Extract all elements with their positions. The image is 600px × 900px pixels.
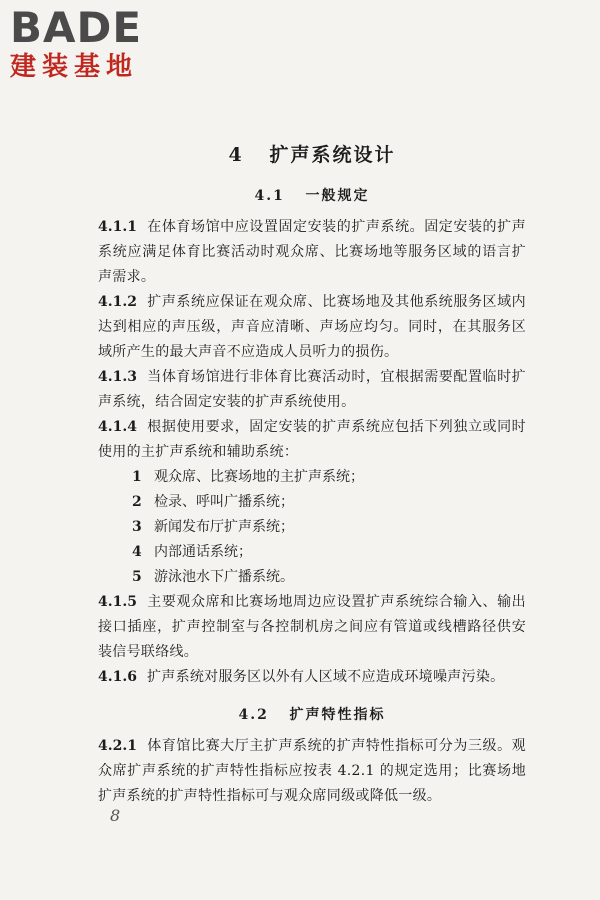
clause <box>98 215 526 290</box>
document-body <box>98 140 526 809</box>
clause <box>98 415 526 465</box>
logo-subtitle: 建装基地 <box>10 52 139 82</box>
chapter-title-text: 扩声系统设计 <box>269 144 396 166</box>
page-number: 8 <box>110 806 121 825</box>
section-number: 4.1 <box>254 188 285 204</box>
section-title <box>98 704 526 724</box>
list-item-number: 5 <box>132 569 142 585</box>
clause <box>98 590 526 665</box>
list-item-number: 1 <box>132 469 142 485</box>
clause-text: 扩声系统应保证在观众席、比赛场地及其他系统服务区域内达到相应的声压级，声音应清晰、声场应均匀。同时，在其服务区域所产生的最大声音不应造成人员听力的损伤。 <box>98 294 526 360</box>
clause-number: 4.1.5 <box>98 594 137 610</box>
clause-text: 当体育场馆进行非体育比赛活动时，宜根据需要配置临时扩声系统，结合固定安装的扩声系统使用。 <box>98 369 526 410</box>
list-item-text: 内部通话系统； <box>154 544 252 560</box>
logo <box>10 3 180 82</box>
chapter-title <box>98 140 526 167</box>
chapter-number: 4 <box>228 144 244 166</box>
section-title-text: 扩声特性指标 <box>289 707 386 723</box>
list-item-text: 检录、呼叫广播系统； <box>154 494 294 510</box>
clause <box>98 365 526 415</box>
clause-text: 主要观众席和比赛场地周边应设置扩声系统综合输入、输出接口插座，扩声控制室与各控制机房之间应有管道或线槽路径供安装信号联络线。 <box>98 594 526 660</box>
clause <box>98 290 526 365</box>
list-item-number: 4 <box>132 544 142 560</box>
list-item-number: 2 <box>132 494 142 510</box>
section-title-text: 一般规定 <box>305 188 370 204</box>
clause <box>98 665 526 690</box>
list-item <box>98 490 526 515</box>
list-item <box>98 465 526 490</box>
clause-number: 4.1.3 <box>98 369 137 385</box>
list-item-text: 游泳池水下广播系统。 <box>154 569 294 585</box>
clause-number: 4.1.1 <box>98 219 137 235</box>
clause-number: 4.1.2 <box>98 294 137 310</box>
list-item-text: 新闻发布厅扩声系统； <box>154 519 294 535</box>
list-item <box>98 565 526 590</box>
clause-text: 根据使用要求，固定安装的扩声系统应包括下列独立或同时使用的主扩声系统和辅助系统： <box>98 419 526 460</box>
list-item-text: 观众席、比赛场地的主扩声系统； <box>154 469 364 485</box>
clause-text: 在体育场馆中应设置固定安装的扩声系统。固定安装的扩声系统应满足体育比赛活动时观众席、比赛场地等服务区域的语言扩声需求。 <box>98 219 526 285</box>
logo-brand: BADE <box>10 3 143 52</box>
clause-number: 4.2.1 <box>98 738 137 754</box>
list-item-number: 3 <box>132 519 142 535</box>
clause-number: 4.1.6 <box>98 669 137 685</box>
clause <box>98 734 526 809</box>
list-item <box>98 540 526 565</box>
clause-number: 4.1.4 <box>98 419 137 435</box>
list-item <box>98 515 526 540</box>
section-number: 4.2 <box>238 707 269 723</box>
clause-text: 体育馆比赛大厅主扩声系统的扩声特性指标可分为三级。观众席扩声系统的扩声特性指标应按表 4.2.1 的规定选用；比赛场地扩声系统的扩声特性指标可与观众席同级或降低一级。 <box>98 738 526 804</box>
clause-text: 扩声系统对服务区以外有人区域不应造成环境噪声污染。 <box>146 669 505 685</box>
section-title <box>98 185 526 205</box>
